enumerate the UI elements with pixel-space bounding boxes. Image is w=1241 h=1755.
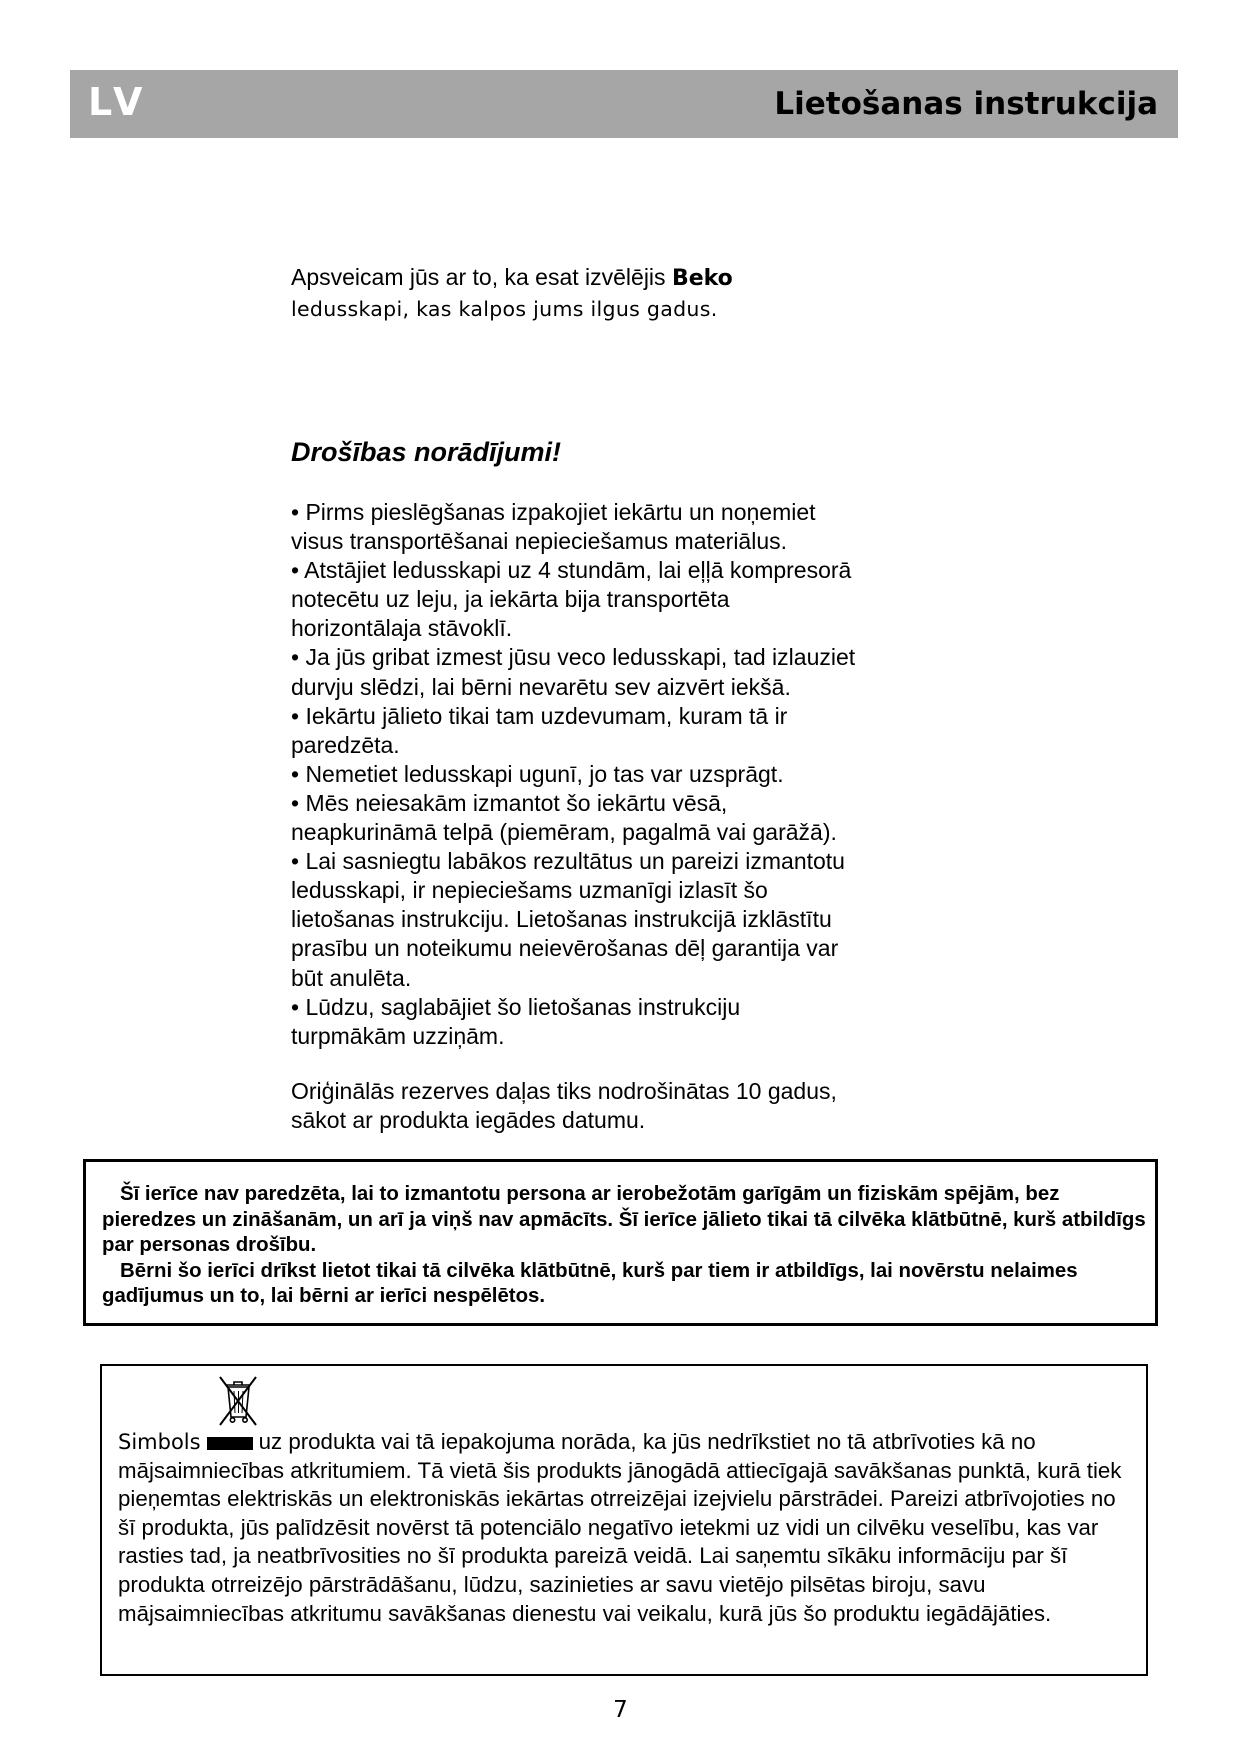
intro-line-2: ledusskapi, kas kalpos jums ilgus gadus. (291, 297, 718, 321)
brand-name: Beko (671, 266, 733, 291)
document-title: Lietošanas instrukcija (774, 86, 1158, 122)
safety-line: • Lai sasniegtu labākos rezultātus un pareizi izmantotu (291, 848, 845, 875)
safety-line: visus transportēšanai nepieciešamus materiālus. (291, 528, 788, 555)
black-bar-symbol (207, 1437, 253, 1450)
safety-line: notecētu uz leju, ja iekārta bija transportēta (291, 586, 730, 613)
warning-box (83, 1159, 1158, 1326)
crossed-out-wheelie-bin-icon (215, 1373, 261, 1429)
warning-paragraph-2: Bērni šo ierīci drīkst lietot tikai tā cilvēka klātbūtnē, kurš par tiem ir atbildīgs, lai novērstu nelaimes gadījumus un to, lai bērni ar ierīci nespēlētos. (102, 1259, 1078, 1307)
weee-disposal-box (100, 1364, 1148, 1676)
safety-heading: Drošības norādījumi! (291, 437, 562, 467)
spare-parts-notice (291, 1077, 931, 1135)
safety-line: durvju slēdzi, lai bērni nevarētu sev aizvērt iekšā. (291, 673, 791, 700)
safety-instructions (291, 498, 931, 1051)
safety-line: lietošanas instrukciju. Lietošanas instrukcijā izklāstītu (291, 906, 832, 933)
intro-text: Apsveicam jūs ar to, ka esat izvēlējis (291, 264, 672, 290)
header-bar (70, 70, 1178, 138)
safety-line: • Ja jūs gribat izmest jūsu veco ledusskapi, tad izlauziet (291, 644, 856, 671)
safety-line: paredzēta. (291, 731, 400, 758)
symbol-word: Simbols (118, 1430, 201, 1454)
safety-line: • Iekārtu jālieto tikai tam uzdevumam, kuram tā ir (291, 702, 788, 729)
warning-paragraph-1: Šī ierīce nav paredzēta, lai to izmantotu persona ar ierobežotām garīgām un fiziskām spējām, bez pieredzes un zināšanām, un arī ja viņš nav apmācīts. Šī ierīce jālieto tikai tā cilvēka klātbūtnē, kurš atbildīgs par personas drošību. (102, 1183, 1146, 1256)
safety-line: • Mēs neiesakām izmantot šo iekārtu vēsā, (291, 789, 728, 816)
safety-line: turpmākām uzziņām. (291, 1022, 505, 1049)
safety-line: • Nemetiet ledusskapi ugunī, jo tas var uzsprāgt. (291, 760, 784, 787)
safety-line: • Pirms pieslēgšanas izpakojiet iekārtu un noņemiet (291, 499, 816, 525)
spare-parts-line: sākot ar produkta iegādes datumu. (291, 1107, 646, 1133)
safety-line: horizontālaja stāvoklī. (291, 615, 513, 642)
safety-line: ledusskapi, ir nepieciešams uzmanīgi izlasīt šo (291, 877, 768, 904)
page-number: 7 (613, 1697, 628, 1723)
spare-parts-line: Oriģinālās rezerves daļas tiks nodrošinātas 10 gadus, (291, 1078, 837, 1104)
intro-paragraph (291, 262, 991, 324)
warning-text (102, 1182, 1147, 1310)
weee-text (118, 1428, 1133, 1628)
safety-line: prasību un noteikumu neievērošanas dēļ garantija var (291, 935, 839, 962)
weee-description: uz produkta vai tā iepakojuma norāda, ka jūs nedrīkstiet no tā atbrīvoties kā no mājsaimniecības atkritumiem. Tā vietā šis produkts jānogādā attiecīgajā savākšanas punktā, kurā tiek pieņemtas elektriskās un elektroniskās iekārtas otrreizējai izejvielu pārstrādei. Pareizi atbrīvojoties no šī produkta, jūs palīdzēsit novērst tā potenciālo negatīvo ietekmi uz vidi un cilvēku veselību, kas var rasties tad, ja neatbrīvosities no šī produkta pareizā veidā. Lai saņemtu sīkāku informāciju par šī produkta otrreizējo pārstrādāšanu, lūdzu, sazinieties ar savu vietējo pilsētas biroju, savu mājsaimniecības atkritumu savākšanas dienestu vai veikalu, kurā jūs šo produktu iegādājāties. (118, 1429, 1122, 1626)
safety-line: būt anulēta. (291, 964, 412, 991)
intro-line-1 (291, 262, 991, 294)
language-code: LV (88, 80, 149, 124)
safety-line: • Atstājiet ledusskapi uz 4 stundām, lai eļļā kompresorā (291, 557, 852, 584)
safety-line: • Lūdzu, saglabājiet šo lietošanas instrukciju (291, 993, 741, 1020)
safety-line: neapkurināmā telpā (piemēram, pagalmā vai garāžā). (291, 819, 837, 846)
